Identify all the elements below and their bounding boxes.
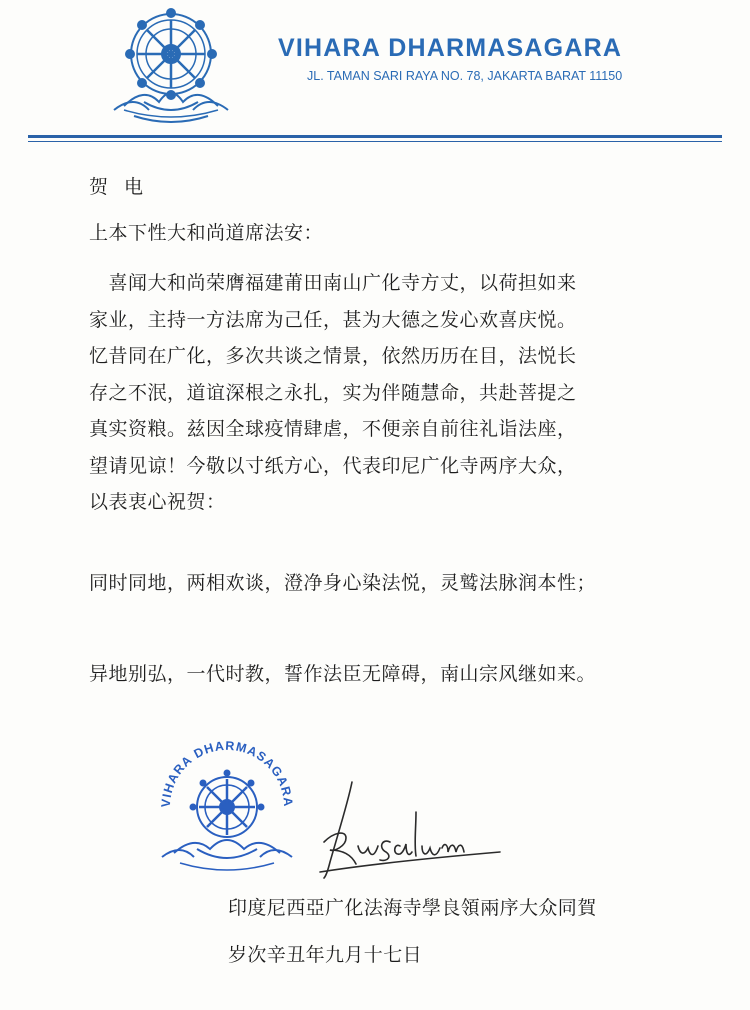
- letterhead-divider: [28, 135, 722, 138]
- organization-address: JL. TAMAN SARI RAYA NO. 78, JAKARTA BARAT 11150: [307, 69, 623, 83]
- paragraph-line: 望请见谅！今敬以寸纸方心，代表印尼广化寺两序大众，: [89, 454, 577, 477]
- paragraph-line: 忆昔同在广化，多次共谈之情景，依然历历在目，法悦长: [89, 345, 577, 367]
- paragraph-line: 以表衷心祝贺：: [89, 491, 226, 513]
- dharma-wheel-lotus-icon: [104, 6, 238, 126]
- verse-line-1: 同时同地，两相欢谈，澄净身心染法悦，灵鹫法脉润本性；: [89, 572, 597, 594]
- paragraph-line: 真实资粮。兹因全球疫情肆虐，不便亲自前往礼诣法座，: [89, 418, 577, 440]
- seal-text: VIHARA DHARMASAGARA: [158, 738, 296, 808]
- paragraph-line: 存之不泯，道谊深根之永扎，实为伴随慧命，共赴菩提之: [89, 381, 577, 404]
- signatory-line: 印度尼西亞广化法海寺學良領兩序大众同賀: [228, 897, 597, 919]
- paragraph-line: 喜闻大和尚荣膺福建莆田南山广化寺方丈，以荷担如来: [89, 272, 577, 294]
- letter-paragraph: [89, 265, 679, 521]
- handwritten-signature-icon: [300, 772, 520, 882]
- paragraph-line: 家业，主持一方法席为己任，甚为大德之发心欢喜庆悦。: [89, 308, 577, 331]
- dharma-wheel-seal-icon: [152, 735, 302, 875]
- letterhead-divider-thin: [28, 141, 722, 142]
- verse-line-2: 异地别弘，一代时教，誓作法臣无障碍，南山宗风继如来。: [89, 663, 597, 685]
- letter-salutation: 上本下性大和尚道席法安：: [89, 222, 324, 244]
- date-line: 岁次辛丑年九月十七日: [228, 944, 423, 966]
- organization-name: VIHARA DHARMASAGARA: [278, 34, 623, 62]
- letter-title: 贺电: [89, 176, 160, 198]
